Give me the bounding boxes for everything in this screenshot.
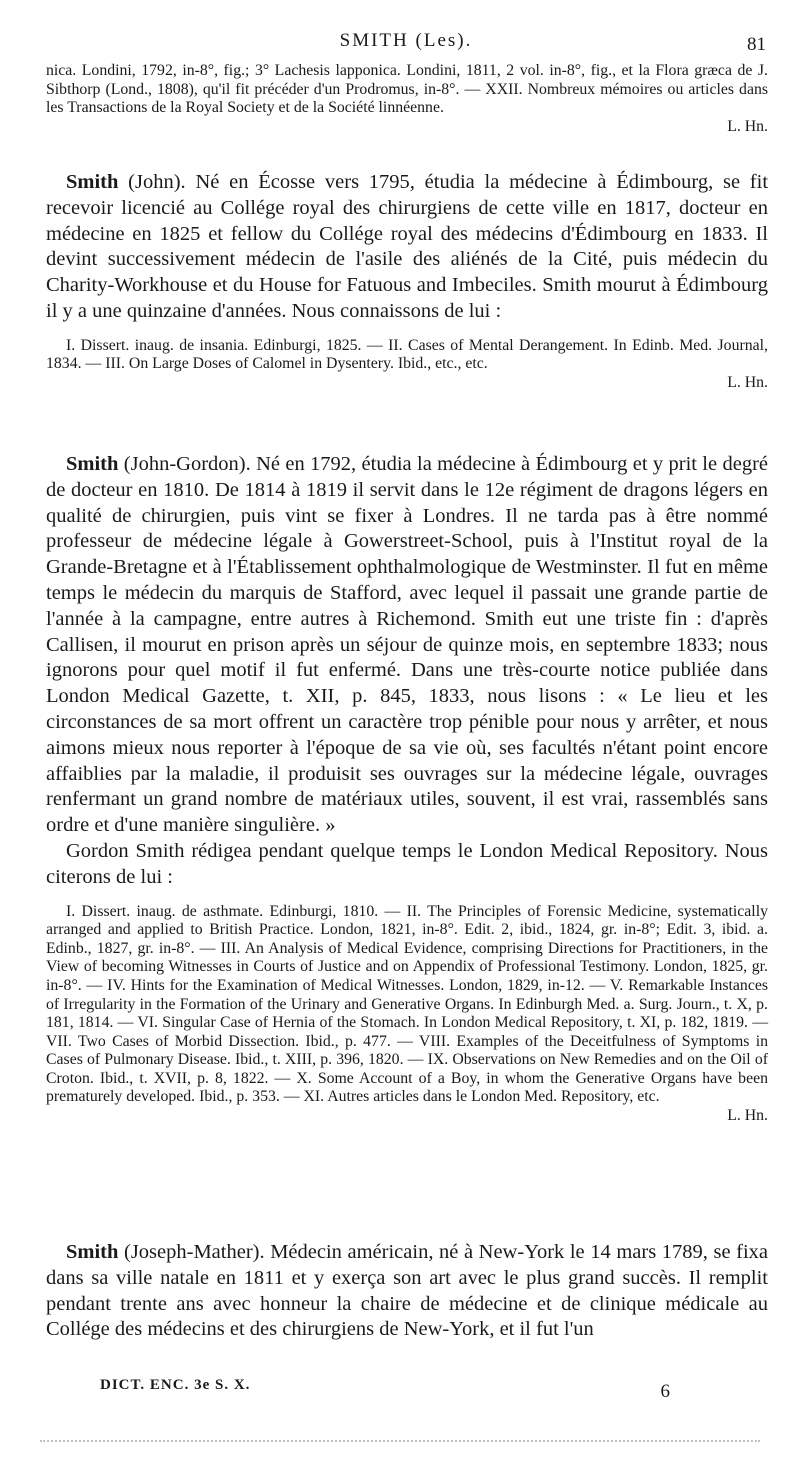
- entry-john-gordon-signature: L. Hn.: [727, 1107, 768, 1125]
- entry-joseph-mather: [46, 1240, 768, 1343]
- entry-john-qualifier: (John).: [128, 171, 186, 193]
- continuation-entry: [46, 62, 768, 136]
- entry-john-gordon-text: [46, 452, 768, 839]
- entry-john-gordon-name: Smith: [66, 453, 119, 475]
- entry-john-gordon-works: I. Dissert. inaug. de asthmate. Edinburgi, 1810. — II. The Principles of Forensic Medicine, systematically arranged and applied to British Practice. London, 1821, in-8°. Edit. 2, ibid., 1824, gr. in-8°; Edit. 3, ibid. a. Edinb., 1827, gr. in-8°. — III. An Analysis of Medical Evidence, comprising Directions for Practitioners, in the View of becoming Witnesses in Courts of Justice and on Appendix of Professional Testimony. London, 1825, gr. in-8°. — IV. Hints for the Examination of Medical Witnesses. London, 1829, in-12. — V. Remarkable Instances of Irregularity in the Formation of the Urinary and Generative Organs. In Edinburgh Med. a. Surg. Journ., t. X, p. 181, 1814. — VI. Singular Case of Hernia of the Stomach. In London Medical Repository, t. XI, p. 182, 1819. — VII. Two Cases of Morbid Dissection. Ibid., p. 477. — VIII. Examples of the Deceitfulness of Symptoms in Cases of Pulmonary Disease. Ibid., t. XIII, p. 396, 1820. — IX. Observations on New Remedies and on the Oil of Croton. Ibid., t. XVII, p. 8, 1822. — X. Some Account of a Boy, in whom the Generative Organs have been prematurely developed. Ibid., p. 353. — XI. Autres articles dans le London Med. Repository, etc.: [46, 902, 768, 1106]
- page-number: 81: [747, 34, 766, 55]
- entry-joseph-mather-body: Médecin américain, né à New-York le 14 mars 1789, se fixa dans sa ville natale en 1811 et y exerça son art avec le plus grand succès. Il remplit pendant trente ans avec honneur la chaire de médecine et de clinique médicale au Collége des médecins et des chirurgiens de New-York, et il fut l'un: [46, 1241, 769, 1341]
- entry-john-gordon-text2: Gordon Smith rédigea pendant quelque temps le London Medical Repository. Nous citerons de lui :: [46, 839, 768, 888]
- entry-john-text: [46, 170, 768, 325]
- entry-john-works: I. Dissert. inaug. de insania. Edinburgi, 1825. — II. Cases of Mental Derangement. In Edinb. Med. Journal, 1834. — III. On Large Doses of Calomel in Dysentery. Ibid., etc., etc.: [46, 336, 768, 373]
- entry-joseph-mather-qualifier: (Joseph-Mather).: [124, 1241, 265, 1263]
- continuation-signature: L. Hn.: [727, 117, 768, 135]
- entry-john-gordon-body: Né en 1792, étudia la médecine à Édimbourg et y prit le degré de docteur en 1810. De 1814 à 1819 il servit dans le 12e régiment de dragons légers en qualité de chirurgien, puis vint se fixer à Londres. Il ne tarda pas à être nommé professeur de médecine légale à Gowerstreet-School, puis à l'Institut royal de la Grande-Bretagne et à l'Établissement ophthalmologique de Westminster. Il fut en même temps le médecin du marquis de Stafford, avec lequel il passait une grande partie de l'année à la campagne, entre autres à Richemond. Smith eut une triste fin : d'après Callisen, il mourut en prison après un séjour de quinze mois, en septembre 1833; nous ignorons pour quel motif il fut enfermé. Dans une très-courte notice publiée dans London Medical Gazette, t. XII, p. 845, 1833, nous lisons : « Le lieu et les circonstances de sa mort offrent un caractère trop pénible pour nous y arrêter, et nous aimons mieux nous reporter à l'époque de sa vie où, ses facultés n'étant point encore affaiblies par la maladie, il produisit ses ouvrages sur la médecine légale, ouvrages renfermant un grand nombre de matériaux utiles, souvent, il est vrai, rassemblés sans ordre et d'une manière singulière. »: [46, 453, 768, 837]
- entry-john: [46, 170, 768, 393]
- entry-john-body: Né en Écosse vers 1795, étudia la médecine à Édimbourg, se fit recevoir licencié au Collége royal des chirurgiens de cette ville en 1817, docteur en médecine en 1825 et fellow du Collége royal des médecins d'Édimbourg en 1833. Il devint successivement médecin de l'asile des aliénés de la Cité, puis médecin du Charity-Workhouse et du House for Fatuous and Imbeciles. Smith mourut à Édimbourg il y a une quinzaine d'années. Nous connaissons de lui :: [46, 171, 769, 322]
- gathering-number: 6: [660, 1381, 670, 1402]
- entry-john-gordon-qualifier: (John-Gordon).: [123, 453, 251, 475]
- entry-joseph-mather-text: [46, 1240, 768, 1343]
- page-edge-dots: [40, 1440, 760, 1444]
- entry-john-gordon: [46, 452, 768, 1126]
- entry-joseph-mather-name: Smith: [66, 1241, 119, 1263]
- continuation-text: nica. Londini, 1792, in-8°, fig.; 3° Lachesis lapponica. Londini, 1811, 2 vol. in-8°, fig., et la Flora græca de J. Sibthorp (Lond., 1808), qu'il fit précéder d'un Prodromus, in-8°. — XXII. Nombreux mémoires ou articles dans les Transactions de la Royal Society et de la Société linnéenne.: [46, 62, 768, 117]
- page-header: [46, 24, 766, 60]
- entry-john-name: Smith: [66, 171, 119, 193]
- signature-mark: DICT. ENC. 3e S. X.: [100, 1377, 251, 1393]
- running-head: SMITH (Les).: [339, 30, 473, 51]
- entry-john-signature: L. Hn.: [727, 373, 768, 391]
